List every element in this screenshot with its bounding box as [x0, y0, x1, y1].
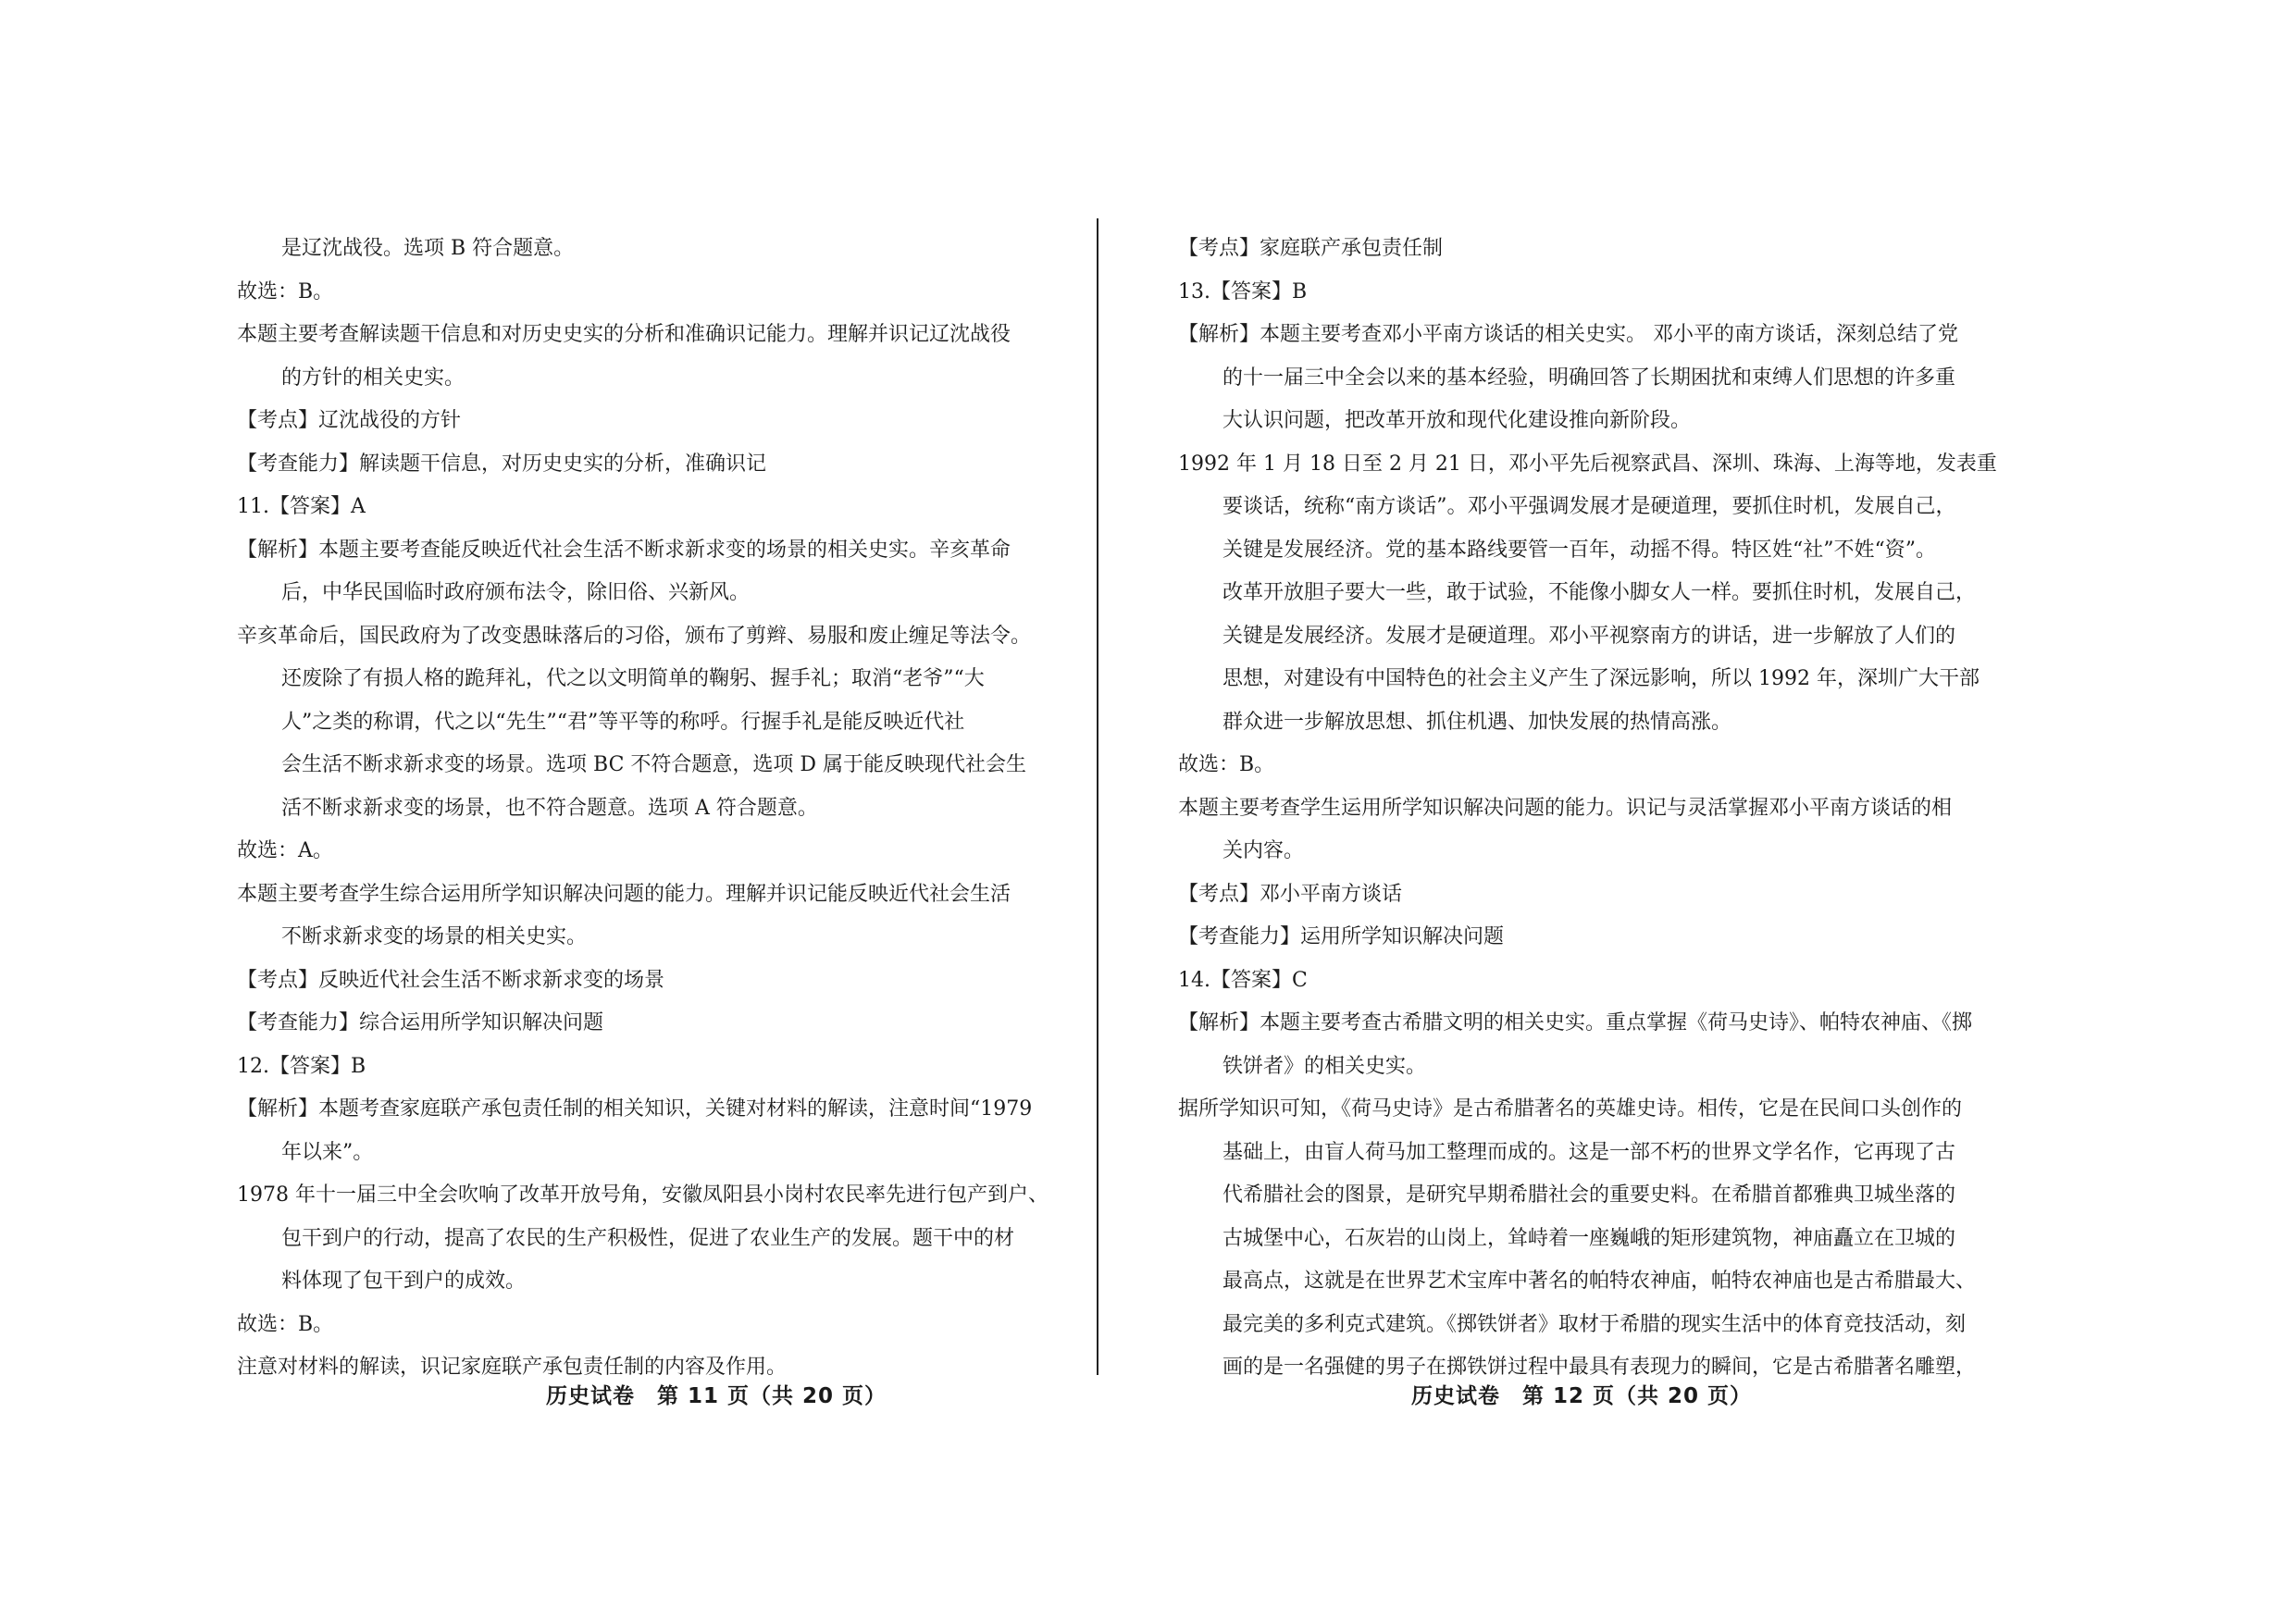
text-line: 是辽沈战役。选项 B 符合题意。: [281, 237, 575, 260]
text-line: 【解析】本题考查家庭联产承包责任制的相关知识，关键对材料的解读，注意时间“1979: [237, 1097, 1033, 1121]
text-line: 13.【答案】B: [1178, 279, 1308, 304]
text-line: 故选：B。: [237, 1312, 334, 1336]
text-line: 本题主要考查学生综合运用所学知识解决问题的能力。理解并识记能反映近代社会生活: [237, 882, 1011, 906]
text-line: 会生活不断求新求变的场景。选项 BC 不符合题意，选项 D 属于能反映现代社会生: [281, 753, 1027, 776]
text-line: 最高点，这就是在世界艺术宝库中著名的帕特农神庙，帕特农神庙也是古希腊最大、: [1222, 1270, 1977, 1293]
text-line: 故选：A。: [237, 839, 333, 862]
right-page-column: [1178, 228, 2026, 1390]
text-line: 【解析】本题主要考查能反映近代社会生活不断求新求变的场景的相关史实。辛亥革命: [237, 538, 1011, 562]
text-line: 代希腊社会的图景，是研究早期希腊社会的重要史料。在希腊首都雅典卫城坐落的: [1222, 1183, 1956, 1207]
text-line: 包干到户的行动，提高了农民的生产积极性，促进了农业生产的发展。题干中的材: [281, 1226, 1015, 1250]
text-line: 【考点】家庭联产承包责任制: [1178, 237, 1444, 260]
text-line: 【解析】本题主要考查邓小平南方谈话的相关史实。 邓小平的南方谈话，深刻总结了党: [1178, 323, 1958, 346]
text-line: 1992 年 1 月 18 日至 2 月 21 日，邓小平先后视察武昌、深圳、珠海、上海等地，发表重: [1178, 452, 1997, 476]
text-line: 据所学知识可知，《荷马史诗》是古希腊著名的英雄史诗。相传，它是在民间口头创作的: [1178, 1097, 1963, 1121]
text-line: 本题主要考查解读题干信息和对历史史实的分析和准确识记能力。理解并识记辽沈战役: [237, 323, 1011, 346]
text-line: 故选：B。: [1178, 753, 1275, 776]
text-line: 【考查能力】综合运用所学知识解决问题: [237, 1011, 604, 1035]
footer-left: 历史试卷 第 11 页（共 20 页）: [546, 1384, 887, 1408]
text-line: 古城堡中心，石灰岩的山岗上，耸峙着一座巍峨的矩形建筑物，神庙矗立在卫城的: [1222, 1226, 1956, 1250]
text-line: 群众进一步解放思想、抓住机遇、加快发展的热情高涨。: [1222, 710, 1732, 734]
text-line: 人”之类的称谓，代之以“先生”“君”等平等的称呼。行握手礼是能反映近代社: [281, 710, 965, 734]
text-line: 思想，对建设有中国特色的社会主义产生了深远影响，所以 1992 年，深圳广大干部: [1222, 667, 1980, 690]
text-line: 大认识问题，把改革开放和现代化建设推向新阶段。: [1222, 409, 1692, 432]
left-page-column: [237, 228, 1070, 1390]
text-line: 基础上，由盲人荷马加工整理而成的。这是一部不朽的世界文学名作，它再现了古: [1222, 1140, 1956, 1164]
text-line: 活不断求新求变的场景，也不符合题意。选项 A 符合题意。: [281, 796, 818, 820]
text-line: 14.【答案】C: [1178, 968, 1308, 992]
page-divider: [1097, 218, 1098, 1375]
text-line: 年以来”。: [281, 1140, 374, 1164]
text-line: 【考点】辽沈战役的方针: [237, 409, 462, 432]
text-line: 还废除了有损人格的跪拜礼，代之以文明简单的鞠躬、握手礼；取消“老爷”“大: [281, 667, 985, 690]
text-line: 要谈话，统称“南方谈话”。邓小平强调发展才是硬道理，要抓住时机，发展自己，: [1222, 495, 1956, 518]
text-line: 【解析】本题主要考查古希腊文明的相关史实。重点掌握《荷马史诗》、帕特农神庙、《掷: [1178, 1011, 1973, 1035]
text-line: 的十一届三中全会以来的基本经验，明确回答了长期困扰和束缚人们思想的许多重: [1222, 365, 1956, 390]
text-line: 后，中华民国临时政府颁布法令，除旧俗、兴新风。: [281, 581, 751, 604]
text-line: 注意对材料的解读，识记家庭联产承包责任制的内容及作用。: [237, 1356, 788, 1379]
text-line: 画的是一名强健的男子在掷铁饼过程中最具有表现力的瞬间，它是古希腊著名雕塑，: [1222, 1356, 1977, 1379]
text-line: 最完美的多利克式建筑。《掷铁饼者》取材于希腊的现实生活中的体育竞技活动，刻: [1222, 1312, 1967, 1336]
text-line: 1978 年十一届三中全会吹响了改革开放号角，安徽凤阳县小岗村农民率先进行包产到户、: [237, 1183, 1049, 1207]
text-line: 改革开放胆子要大一些，敢于试验，不能像小脚女人一样。要抓住时机，发展自己，: [1222, 581, 1977, 604]
text-line: 关键是发展经济。发展才是硬道理。邓小平视察南方的讲话，进一步解放了人们的: [1222, 624, 1956, 648]
text-line: 的方针的相关史实。: [281, 365, 465, 390]
text-line: 故选：B。: [237, 279, 334, 304]
footer-right: 历史试卷 第 12 页（共 20 页）: [1411, 1384, 1753, 1408]
text-line: 本题主要考查学生运用所学知识解决问题的能力。识记与灵活掌握邓小平南方谈话的相: [1178, 796, 1953, 820]
text-line: 【考查能力】运用所学知识解决问题: [1178, 925, 1505, 948]
text-line: 关键是发展经济。党的基本路线要管一百年，动摇不得。特区姓“社”不姓“资”。: [1222, 538, 1936, 562]
text-line: 【考点】邓小平南方谈话: [1178, 882, 1403, 906]
text-line: 11.【答案】A: [237, 495, 366, 518]
text-line: 不断求新求变的场景的相关史实。: [281, 925, 588, 948]
text-line: 铁饼者》的相关史实。: [1222, 1054, 1427, 1078]
text-line: 12.【答案】B: [237, 1054, 366, 1078]
text-line: 【考点】反映近代社会生活不断求新求变的场景: [237, 968, 665, 992]
text-line: 关内容。: [1222, 839, 1305, 862]
text-line: 料体现了包干到户的成效。: [281, 1270, 527, 1293]
text-line: 【考查能力】解读题干信息，对历史史实的分析，准确识记: [237, 452, 767, 476]
text-line: 辛亥革命后，国民政府为了改变愚昧落后的习俗，颁布了剪辫、易服和废止缠足等法令。: [237, 624, 1032, 648]
